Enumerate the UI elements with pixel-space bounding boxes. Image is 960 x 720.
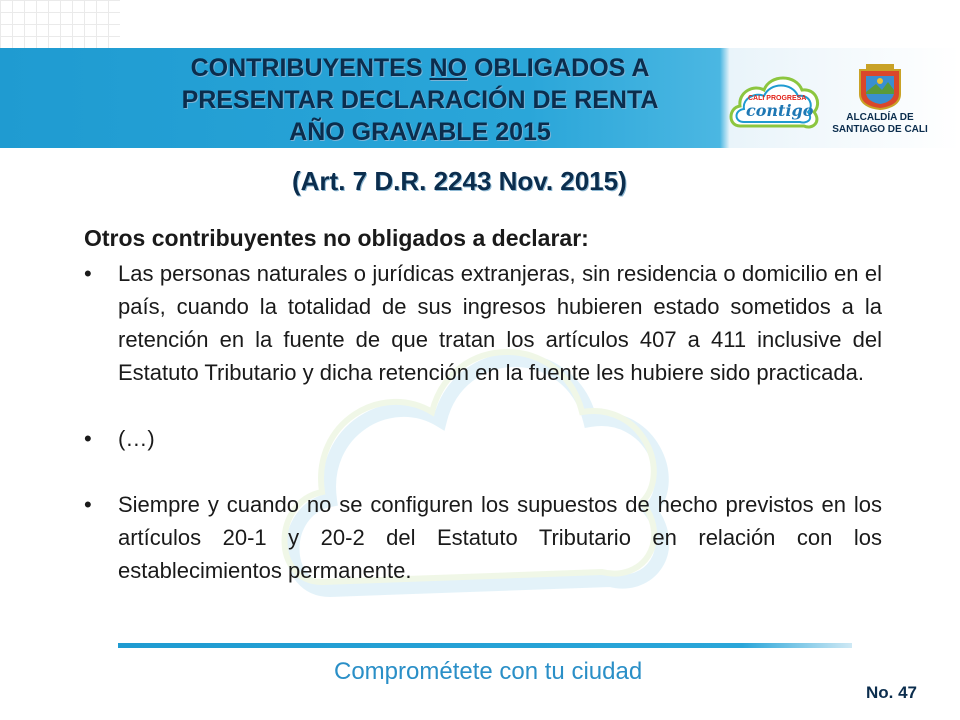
list-item-text: Siempre y cuando no se configuren los supuestos de hecho previstos en los artículos 20-1 y 20-2 del Estatuto Tributario en relación con los establecimientos permanente. xyxy=(118,492,882,583)
title-line2: PRESENTAR DECLARACIÓN DE RENTA xyxy=(181,86,659,114)
list-item-text: Las personas naturales o jurídicas extranjeras, sin residencia o domicilio en el país, cuando la totalidad de sus ingresos hubieren estado sometidos a la retención en la fuente de que tratan los artículos 407 a 411 inclusive del Estatuto Tributario y dicha retención en la fuente les hubiere sido practicada. xyxy=(118,261,882,385)
bullet-icon: • xyxy=(84,261,92,286)
slide-title xyxy=(110,52,730,148)
alcaldia-shield-icon xyxy=(852,62,908,110)
alcaldia-caption xyxy=(830,112,930,136)
cloud-logo-main-text: contigo xyxy=(746,101,814,120)
title-no-underlined: NO xyxy=(429,54,467,82)
footer-divider xyxy=(118,643,852,648)
page-number: No. 47 xyxy=(866,683,918,702)
title-line1-start: CONTRIBUYENTES xyxy=(190,54,423,82)
title-line3: AÑO GRAVABLE 2015 xyxy=(289,118,551,146)
cali-progresa-contigo-logo xyxy=(726,64,822,140)
footer-slogan: Comprométete con tu ciudad xyxy=(334,658,643,685)
list-item xyxy=(84,422,882,455)
slide-subtitle: (Art. 7 D.R. 2243 Nov. 2015) xyxy=(292,166,627,196)
title-line1-end: OBLIGADOS A xyxy=(473,54,650,82)
list-item-text: (…) xyxy=(118,426,155,451)
alcaldia-caption-line2: SANTIAGO DE CALI xyxy=(832,124,928,135)
list-item xyxy=(84,257,882,389)
alcaldia-caption-line1: ALCALDÍA DE xyxy=(846,112,914,123)
bullet-icon: • xyxy=(84,492,92,517)
body-heading: Otros contribuyentes no obligados a declarar: xyxy=(84,225,589,251)
cloud-logo-top-text: CALI PROGRESA xyxy=(748,95,807,102)
slide-body xyxy=(84,222,882,620)
list-item xyxy=(84,488,882,587)
bullet-icon: • xyxy=(84,426,92,451)
background-grid-pattern xyxy=(0,0,120,48)
